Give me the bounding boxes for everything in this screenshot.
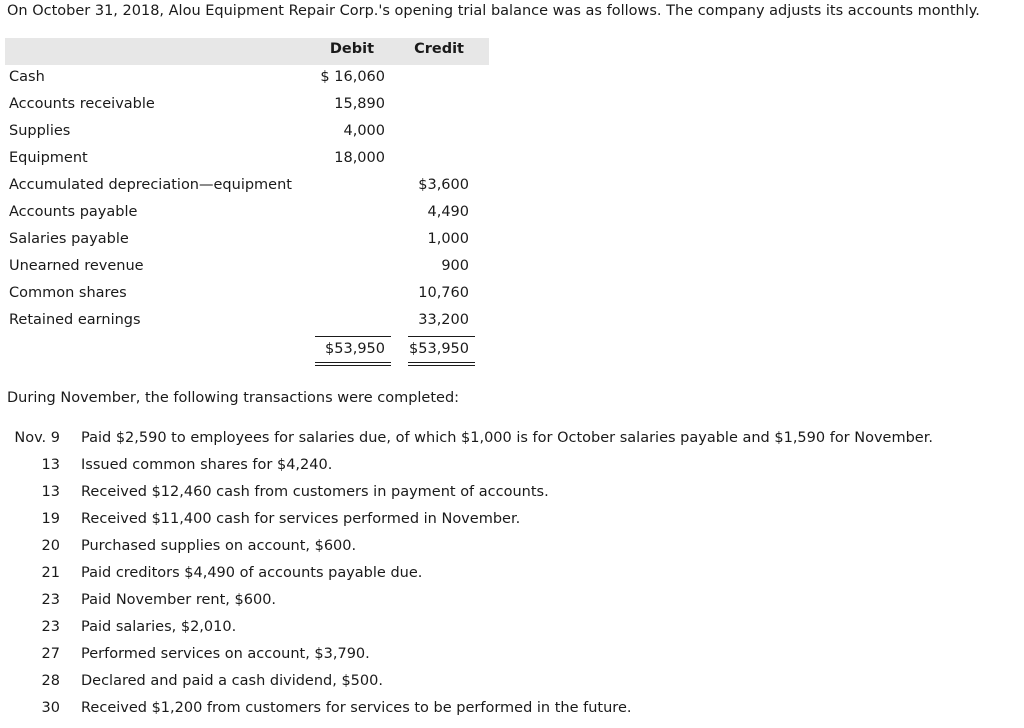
account-name: Unearned revenue [9, 258, 144, 274]
transaction-text: Declared and paid a cash dividend, $500. [81, 673, 383, 689]
debit-amount: $ 16,060 [320, 69, 385, 85]
list-item [0, 538, 1024, 565]
list-item [0, 511, 1024, 538]
transaction-date: Nov. 9 [14, 430, 60, 446]
double-underline-credit [408, 362, 475, 366]
transaction-date: 23 [41, 619, 60, 635]
credit-amount: $3,600 [418, 177, 469, 193]
table-row [5, 285, 489, 312]
table-row [5, 177, 489, 204]
account-name: Accounts payable [9, 204, 138, 220]
table-row [5, 258, 489, 285]
transaction-text: Issued common shares for $4,240. [81, 457, 333, 473]
credit-total: $53,950 [409, 341, 469, 357]
transaction-text: Paid salaries, $2,010. [81, 619, 237, 635]
list-item [0, 646, 1024, 673]
table-row [5, 312, 489, 339]
account-name: Accounts receivable [9, 96, 155, 112]
transaction-date: 20 [41, 538, 60, 554]
debit-amount: 15,890 [334, 96, 385, 112]
credit-amount: 10,760 [418, 285, 469, 301]
transaction-date: 21 [41, 565, 60, 581]
list-item [0, 565, 1024, 592]
transaction-text: Performed services on account, $3,790. [81, 646, 370, 662]
transactions-heading: During November, the following transactions were completed: [7, 390, 460, 406]
credit-amount: 900 [441, 258, 469, 274]
double-underline-debit [315, 362, 391, 366]
transaction-text: Received $1,200 from customers for services to be performed in the future. [81, 700, 632, 716]
intro-text: On October 31, 2018, Alou Equipment Repair Corp.'s opening trial balance was as follows. The company adjusts its accounts monthly. [7, 3, 980, 19]
transaction-date: 30 [41, 700, 60, 716]
transaction-date: 13 [41, 484, 60, 500]
transaction-date: 23 [41, 592, 60, 608]
transaction-text: Received $11,400 cash for services performed in November. [81, 511, 521, 527]
total-rule-credit [408, 336, 475, 337]
credit-amount: 4,490 [427, 204, 469, 220]
transaction-text: Paid November rent, $600. [81, 592, 277, 608]
account-name: Common shares [9, 285, 127, 301]
transaction-date: 19 [41, 511, 60, 527]
list-item [0, 430, 1024, 457]
list-item [0, 484, 1024, 511]
account-name: Equipment [9, 150, 88, 166]
transaction-text: Received $12,460 cash from customers in payment of accounts. [81, 484, 549, 500]
table-row [5, 96, 489, 123]
account-name: Retained earnings [9, 312, 141, 328]
account-name: Salaries payable [9, 231, 129, 247]
table-row [5, 231, 489, 258]
list-item [0, 673, 1024, 700]
list-item [0, 700, 1024, 727]
table-row [5, 204, 489, 231]
table-row [5, 123, 489, 150]
credit-amount: 33,200 [418, 312, 469, 328]
table-header [5, 38, 489, 65]
account-name: Supplies [9, 123, 71, 139]
table-row [5, 69, 489, 96]
debit-total: $53,950 [325, 341, 385, 357]
transaction-text: Paid creditors $4,490 of accounts payable due. [81, 565, 423, 581]
transaction-text: Purchased supplies on account, $600. [81, 538, 357, 554]
credit-amount: 1,000 [427, 231, 469, 247]
debit-amount: 4,000 [343, 123, 385, 139]
list-item [0, 619, 1024, 646]
list-item [0, 592, 1024, 619]
debit-amount: 18,000 [334, 150, 385, 166]
list-item [0, 457, 1024, 484]
total-rule-debit [315, 336, 391, 337]
credit-header: Credit [414, 41, 464, 57]
table-row [5, 150, 489, 177]
transaction-date: 28 [41, 673, 60, 689]
transaction-date: 27 [41, 646, 60, 662]
debit-header: Debit [329, 41, 374, 57]
transaction-date: 13 [41, 457, 60, 473]
transaction-text: Paid $2,590 to employees for salaries due, of which $1,000 is for October salaries payable and $1,590 for November. [81, 430, 933, 446]
account-name: Cash [9, 69, 45, 85]
account-name: Accumulated depreciation—equipment [9, 177, 292, 193]
